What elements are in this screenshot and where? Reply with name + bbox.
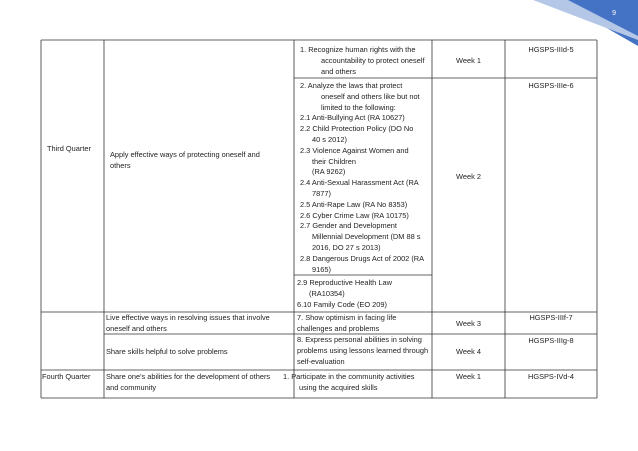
quarter-label-fourth: Fourth Quarter xyxy=(42,372,91,381)
code-cell: HGSPS-IIIf-7 xyxy=(529,313,573,322)
competency-protect-oneself: Apply effective ways of protecting oneself and others xyxy=(110,150,260,170)
objective-item-3 xyxy=(297,278,431,310)
objective-item-8 xyxy=(297,335,432,367)
objective-item-participate xyxy=(283,372,431,394)
objective-line: 2. Analyze the laws that protect xyxy=(300,81,403,90)
code-cell: HGSPS-IIIe-6 xyxy=(528,81,574,90)
competency-share-abilities xyxy=(106,372,293,394)
week-cell: Week 2 xyxy=(456,172,481,181)
competency-line: Share one's abilities for the development of others xyxy=(106,372,271,381)
law-item: 6.10 Family Code (EO 209) xyxy=(297,299,387,309)
code-cell: HGSPS-IIId-5 xyxy=(528,45,574,54)
week-cell: Week 3 xyxy=(456,319,481,328)
law-item: 2.9 Reproductive Health Law xyxy=(297,278,392,287)
law-item: 2.6 Cyber Crime Law (RA 10175) xyxy=(300,210,409,220)
law-item-cont: Millennial Development (DM 88 s xyxy=(312,232,421,242)
objective-line: and others xyxy=(321,66,356,76)
law-item-cont: 40 s 2012) xyxy=(312,134,347,144)
objective-line: problems using lessons learned through xyxy=(297,345,429,355)
objective-line: oneself and others like but not xyxy=(321,91,420,101)
law-item: 2.3 Violence Against Women and xyxy=(300,145,409,155)
competency-live-effective xyxy=(106,313,293,335)
objective-line: challenges and problems xyxy=(297,323,380,333)
objective-line: self-evaluation xyxy=(297,356,345,366)
page-number: 9 xyxy=(612,10,616,17)
law-item: 2.1 Anti-Bullying Act (RA 10627) xyxy=(300,113,405,123)
objective-line: accountability to protect oneself xyxy=(321,55,425,65)
objective-line: 1. Recognize human rights with the xyxy=(300,45,416,54)
competency-line: Live effective ways in resolving issues that involve xyxy=(106,313,270,322)
objective-line: 1. Participate in the community activities xyxy=(283,372,415,381)
law-item: 2.2 Child Protection Policy (DO No xyxy=(300,124,414,134)
week-cell: Week 1 xyxy=(456,56,481,65)
objective-item-2 xyxy=(300,81,431,275)
law-item-cont: 7877) xyxy=(312,188,331,198)
week-cell: Week 1 xyxy=(456,372,481,381)
competency-share-skills: Share skills helpful to solve problems xyxy=(106,347,228,356)
competency-line: and community xyxy=(106,382,157,392)
quarter-label-third: Third Quarter xyxy=(47,144,91,153)
code-cell: HGSPS-IVd-4 xyxy=(527,372,574,381)
objective-line: 7. Show optimism in facing life xyxy=(297,313,397,322)
law-item-cont: (RA10354) xyxy=(309,288,345,298)
law-item-cont: their Children xyxy=(312,156,356,166)
law-item: 2.7 Gender and Development xyxy=(300,221,397,231)
objective-item-7 xyxy=(297,313,431,335)
law-item: 2.8 Dangerous Drugs Act of 2002 (RA xyxy=(300,253,425,263)
law-item-cont: 9165) xyxy=(312,264,331,274)
law-item: 2.5 Anti-Rape Law (RA No 8353) xyxy=(300,199,408,209)
objective-line: limited to the following: xyxy=(321,102,396,112)
law-item: 2.4 Anti-Sexual Harassment Act (RA xyxy=(300,178,419,188)
objective-line: 8. Express personal abilities in solving xyxy=(297,335,422,344)
objective-line: using the acquired skills xyxy=(299,382,378,392)
week-cell: Week 4 xyxy=(456,347,481,356)
competency-line: oneself and others xyxy=(106,323,167,333)
law-item-cont: (RA 9262) xyxy=(312,167,346,177)
code-cell: HGSPS-IIIg-8 xyxy=(528,336,574,345)
law-item-cont: 2016, DO 27 s 2013) xyxy=(312,242,381,252)
objective-item-1 xyxy=(300,45,430,77)
